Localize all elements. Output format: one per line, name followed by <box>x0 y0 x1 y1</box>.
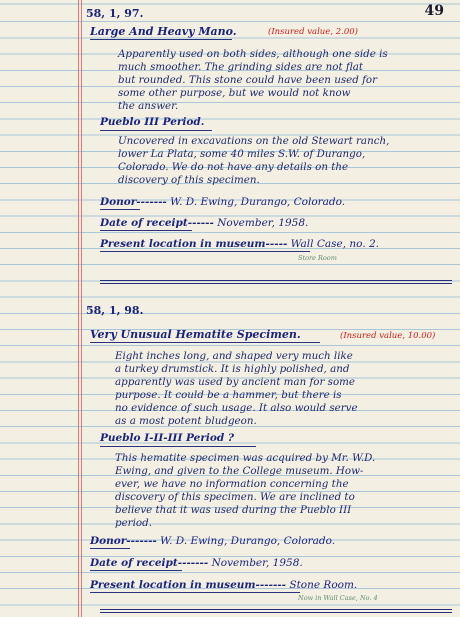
period-underline <box>100 446 256 447</box>
description-line: as a most potent bludgeon. <box>115 415 257 427</box>
donor-label: Donor------- <box>100 196 167 208</box>
entry-separator <box>100 280 452 281</box>
entry-separator <box>100 283 452 284</box>
provenance-line: Ewing, and given to the College museum. How- <box>115 465 364 477</box>
description-line: apparently was used by ancient man for some <box>115 376 356 388</box>
margin-line-right <box>81 0 82 617</box>
receipt-underline <box>90 570 182 571</box>
location-value: Stone Room. <box>289 579 358 591</box>
description-line: the answer. <box>118 100 179 112</box>
donor-field <box>90 535 335 547</box>
location-label: Present location in museum----- <box>100 238 288 250</box>
catalog-number: 58, 1, 97. <box>86 7 144 20</box>
provenance-line: lower La Plata, some 40 miles S.W. of Durango, <box>118 148 366 160</box>
donor-underline <box>90 548 130 549</box>
description-line: purpose. It could be a hammer, but there is <box>115 389 342 401</box>
receipt-value: November, 1958. <box>211 557 303 569</box>
receipt-field <box>100 217 308 229</box>
entry-title: Very Unusual Hematite Specimen. <box>90 328 301 341</box>
location-pencil-note: Store Room <box>298 254 337 262</box>
location-field <box>100 238 379 250</box>
catalog-number: 58, 1, 98. <box>86 304 144 317</box>
entry-separator <box>100 609 452 610</box>
entry-separator <box>100 612 452 613</box>
location-underline <box>90 592 300 593</box>
donor-field <box>100 196 345 208</box>
insured-value: (Insured value, 10.00) <box>340 331 436 341</box>
location-pencil-note: Now in Wall Case, No. 4 <box>298 594 378 602</box>
description-line: Eight inches long, and shaped very much like <box>115 350 353 362</box>
title-underline <box>90 39 232 40</box>
page-number: 49 <box>424 3 444 19</box>
donor-label: Donor------- <box>90 535 157 547</box>
description-line: much smoother. The grinding sides are not flat <box>118 61 364 73</box>
description-line: no evidence of such usage. It also would serve <box>115 402 358 414</box>
entry-title: Large And Heavy Mano. <box>90 25 237 38</box>
receipt-value: November, 1958. <box>217 217 309 229</box>
period-label: Pueblo I-II-III Period ? <box>100 432 235 444</box>
location-field <box>90 579 357 591</box>
provenance-line: Colorado. We do not have any details on the <box>118 161 349 173</box>
receipt-label: Date of receipt------ <box>100 217 214 229</box>
period-label: Pueblo III Period. <box>100 116 205 128</box>
donor-value: W. D. Ewing, Durango, Colorado. <box>160 535 336 547</box>
donor-value: W. D. Ewing, Durango, Colorado. <box>170 196 346 208</box>
margin-line-left <box>78 0 79 617</box>
description-line: Apparently used on both sides, although one side is <box>118 48 388 60</box>
receipt-field <box>90 557 303 569</box>
description-line: but rounded. This stone could have been used for <box>118 74 378 86</box>
location-label: Present location in museum------- <box>90 579 287 591</box>
provenance-line: ever, we have no information concerning the <box>115 478 349 490</box>
description-line: some other purpose, but we would not know <box>118 87 351 99</box>
receipt-underline <box>100 230 192 231</box>
receipt-label: Date of receipt------- <box>90 557 209 569</box>
provenance-line: believe that it was used during the Pueblo III <box>115 504 352 516</box>
provenance-line: discovery of this specimen. <box>118 174 260 186</box>
provenance-line: Uncovered in excavations on the old Stewart ranch, <box>118 135 390 147</box>
title-underline <box>90 342 320 343</box>
insured-value: (Insured value, 2.00) <box>268 27 358 37</box>
period-underline <box>100 130 212 131</box>
donor-underline <box>100 209 140 210</box>
provenance-line: period. <box>115 517 152 529</box>
description-line: a turkey drumstick. It is highly polished, and <box>115 363 350 375</box>
location-value: Wall Case, no. 2. <box>290 238 380 250</box>
provenance-line: This hematite specimen was acquired by Mr. W.D. <box>115 452 376 464</box>
location-underline <box>100 251 310 252</box>
provenance-line: discovery of this specimen. We are inclined to <box>115 491 355 503</box>
